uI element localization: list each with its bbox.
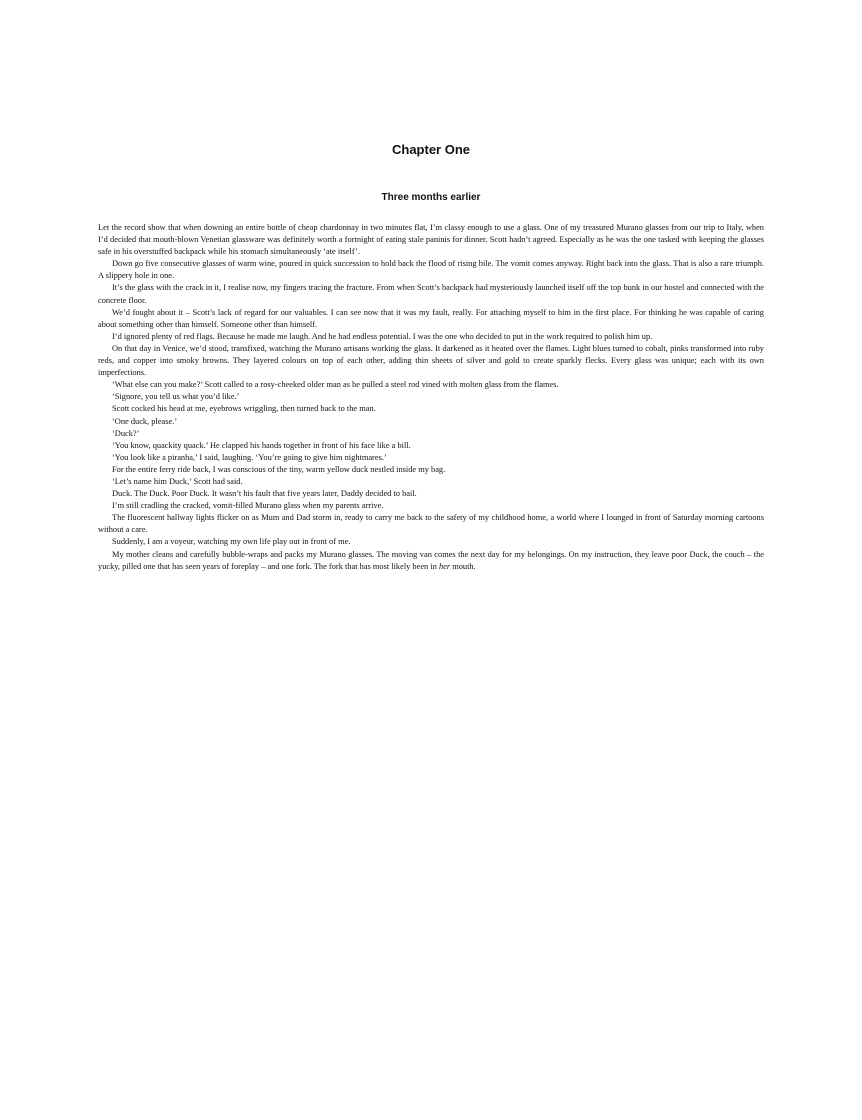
paragraph: ‘Duck?’ [112,428,140,438]
paragraph: For the entire ferry ride back, I was conscious of the tiny, warm yellow duck nestled inside my bag. [112,464,446,474]
paragraph: Duck. The Duck. Poor Duck. It wasn’t his fault that five years later, Daddy decided to bail. [112,489,417,499]
paragraph: ‘You know, quackity quack.’ He clapped his hands together in front of his face like a bill. [112,440,411,450]
paragraph: We’d fought about it – Scott’s lack of regard for our valuables. I can see now that it was my fault, really. For attaching myself to him in the first place. For thinking he was capable of caring about something other than himself. Someone other than himself. [98,307,764,329]
chapter-body [98,222,764,573]
paragraph: Suddenly, I am a voyeur, watching my own life play out in front of me. [112,537,351,547]
paragraph: I’m still cradling the cracked, vomit-filled Murano glass when my parents arrive. [112,501,384,511]
paragraph: It’s the glass with the crack in it, I realise now, my fingers tracing the fracture. From when Scott’s backpack had mysteriously launched itself off the top bunk in our hostel and connected with the concrete floor. [98,283,764,305]
paragraph: The fluorescent hallway lights flicker on as Mum and Dad storm in, ready to carry me back to the safety of my childhood home, a world where I lounged in front of Saturday morning cartoons without a care. [98,513,764,535]
paragraph: I’d ignored plenty of red flags. Because he made me laugh. And he had endless potential. I was the one who decided to put in the work required to polish him up. [112,331,653,341]
paragraph: ‘One duck, please.’ [112,416,178,426]
chapter-title: Chapter One [391,142,470,157]
paragraph: ‘Let’s name him Duck,’ Scott had said. [112,476,243,486]
paragraph-last-text: My mother cleans and carefully bubble-wraps and packs my Murano glasses. The moving van comes the next day for my belongings. On my instruction, they leave poor Duck, the couch – the yucky, pilled one that has seen years of foreplay – and one fork. The fork that has most likely been in [98,549,764,571]
paragraph: Down go five consecutive glasses of warm wine, poured in quick succession to hold back the flood of rising bile. The vomit comes anyway. Right back into the glass. That is also a rare triumph. A slippery hole in one. [98,259,764,281]
paragraph: ‘Signore, you tell us what you’d like.’ [112,392,240,402]
chapter-subtitle: Three months earlier [381,192,481,203]
paragraph: Scott cocked his head at me, eyebrows wriggling, then turned back to the man. [112,404,376,414]
paragraph-last-end: mouth. [450,561,476,571]
paragraph: On that day in Venice, we’d stood, transfixed, watching the Murano artisans working the glass. It darkened as it heated over the flames. Light blues turned to cobalt, pinks transformed into ruby reds, and copper into smoky browns. They layered colours on top of each other, adding thin sheets of silver and gold to create sparkly flecks. Every glass was unique; each with its own imperfections. [98,343,764,378]
emphasis-text: her [438,561,451,571]
paragraph-last [98,549,764,573]
paragraph: ‘What else can you make?’ Scott called to a rosy-cheeked older man as he pulled a steel rod vined with molten glass from the flames. [112,380,559,390]
paragraph: Let the record show that when downing an entire bottle of cheap chardonnay in two minutes flat, I’m classy enough to use a glass. One of my treasured Murano glasses from our trip to Italy, when I’d decided that mouth-blown Venetian glassware was definitely worth a fortnight of eating stale paninis for dinner. Scott hadn’t agreed. Especially as he was the one tasked with keeping the glasses safe in his overstuffed backpack while his stomach simultaneously ‘ate itself’. [98,223,764,257]
paragraph: ‘You look like a piranha,’ I said, laughing. ‘You’re going to give him nightmares.’ [112,452,387,462]
